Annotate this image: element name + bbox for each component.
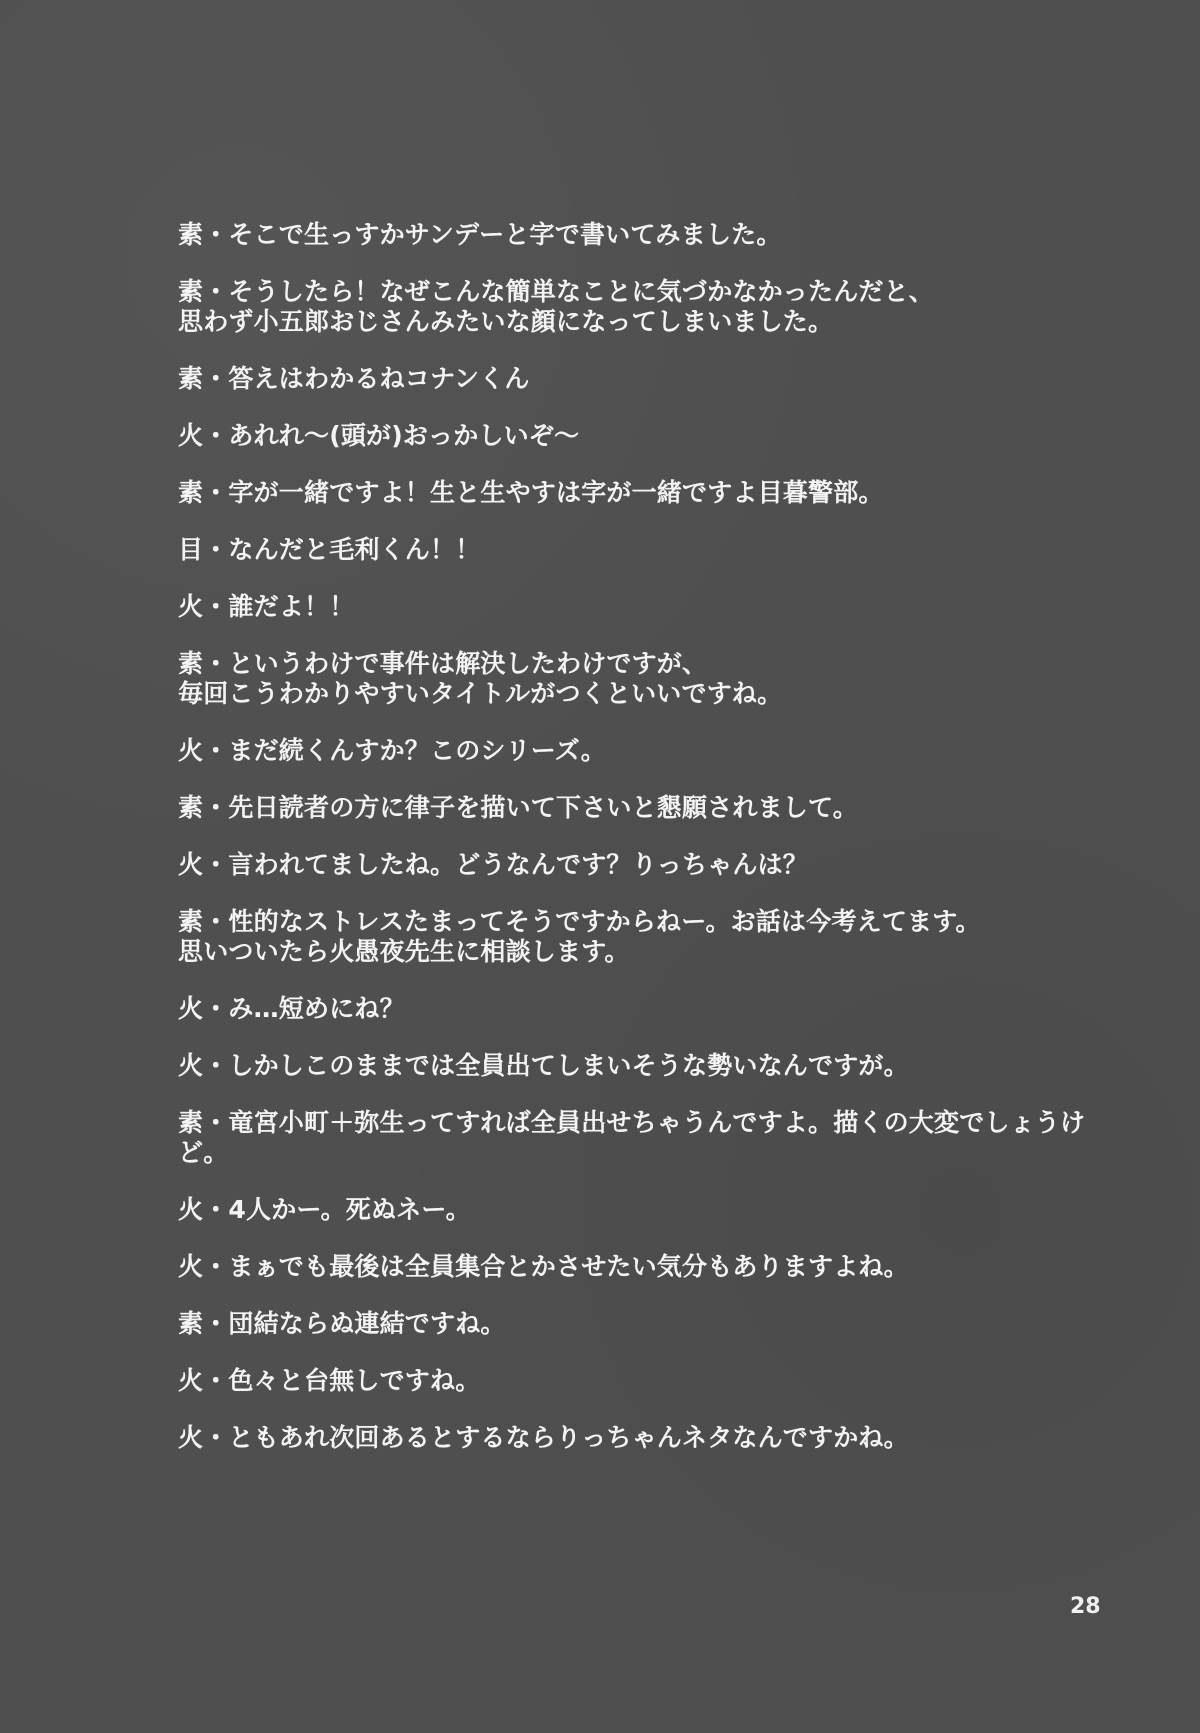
dialogue-line: 素・そこで生っすかサンデーと字で書いてみました。	[178, 220, 782, 249]
dialogue-line: 火・言われてましたね。どうなんです？りっちゃんは？	[178, 850, 809, 879]
dialogue-line: 火・まだ続くんすか？このシリーズ。	[178, 736, 606, 765]
page-number: 28	[1070, 1594, 1101, 1619]
dialogue-line: 火・しかしこのままでは全員出てしまいそうな勢いなんですが。	[178, 1051, 909, 1080]
dialogue-line: 素・そうしたら！なぜこんな簡単なことに気づかなかったんだと、 思わず小五郎おじさんみたいな顔になってしまいました。	[178, 277, 935, 336]
dialogue-line: 火・あれれ〜(頭が)おっかしいぞ〜	[178, 421, 580, 450]
dialogue-line: 素・性的なストレスたまってそうですからねー。お話は今考えてます。 思いついたら火愚夜先生に相談します。	[178, 907, 981, 966]
dialogue-line: 火・4人かー。死ぬネー。	[178, 1195, 471, 1224]
dialogue-line: 素・というわけで事件は解決したわけですが、 毎回こうわかりやすいタイトルがつくといいですね。	[178, 649, 783, 708]
dialogue-line: 素・字が一緒ですよ！生と生やすは字が一緒ですよ目暮警部。	[178, 478, 884, 507]
dialogue-line: 素・団結ならぬ連結ですね。	[178, 1309, 506, 1338]
dialogue-line: 火・誰だよ！！	[178, 592, 355, 621]
dialogue-line: 目・なんだと毛利くん！！	[178, 535, 481, 564]
dialogue-line: 素・竜宮小町＋弥生ってすれば全員出せちゃうんですよ。描くの大変でしょうけど。	[178, 1108, 1086, 1167]
dialogue-line: 火・色々と台無しですね。	[178, 1366, 481, 1395]
dialogue-line: 火・み…短めにね？	[178, 994, 405, 1023]
dialogue-line: 素・先日読者の方に律子を描いて下さいと懇願されまして。	[178, 793, 858, 822]
dialogue-line: 火・ともあれ次回あるとするならりっちゃんネタなんですかね。	[178, 1423, 909, 1452]
dialogue-line: 火・まぁでも最後は全員集合とかさせたい気分もありますよね。	[178, 1252, 909, 1281]
dialogue-list	[178, 220, 1098, 1480]
dialogue-line: 素・答えはわかるねコナンくん	[178, 364, 530, 393]
